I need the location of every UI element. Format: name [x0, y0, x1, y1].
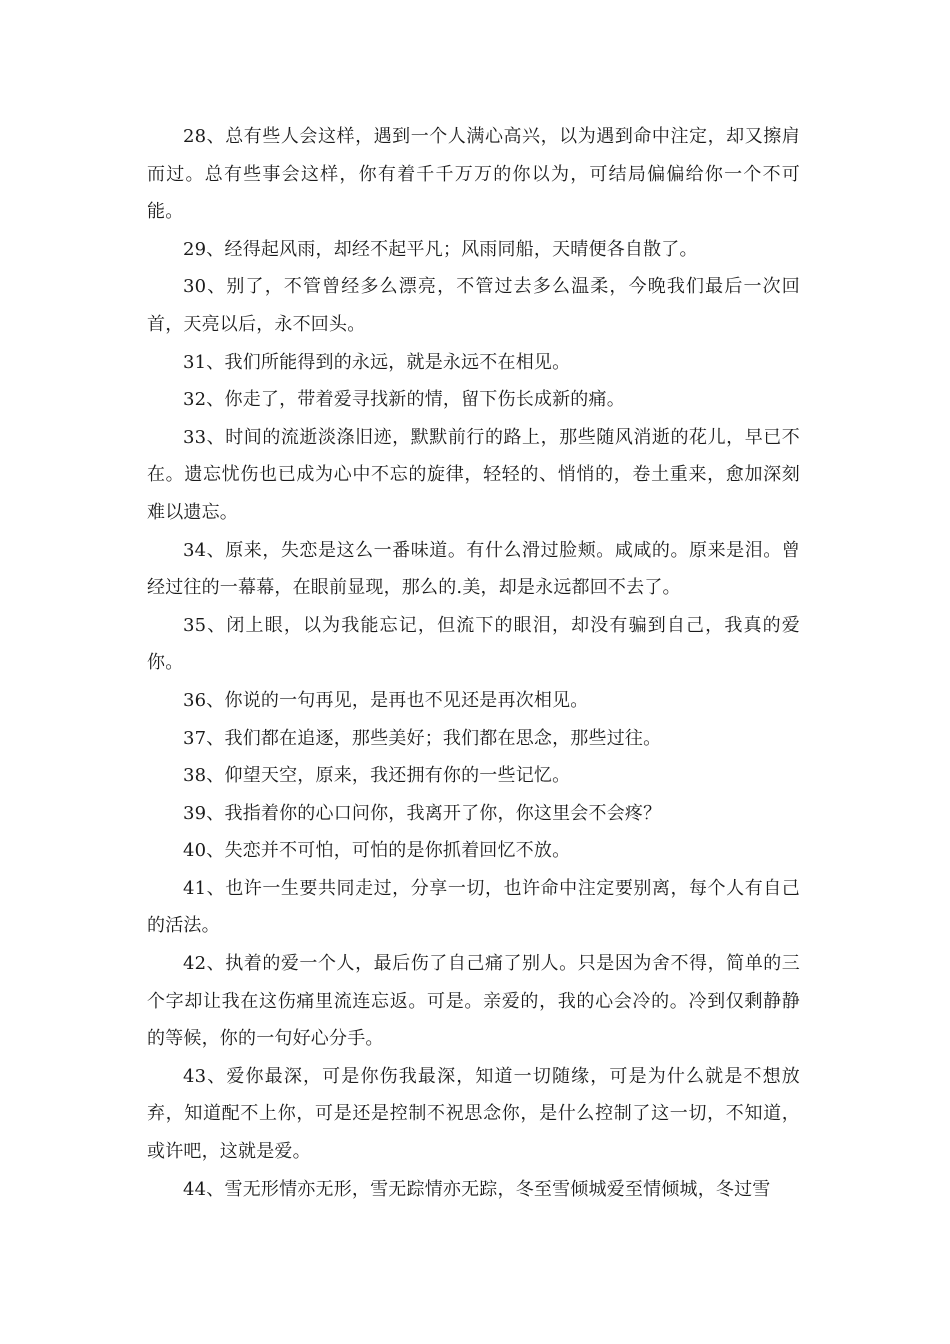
paragraph-34: 34、原来，失恋是这么一番味道。有什么滑过脸颊。咸咸的。原来是泪。曾经过往的一幕幕，在眼前显现，那么的.美，却是永远都回不去了。	[147, 539, 800, 599]
document-body	[147, 118, 800, 1208]
paragraph-31: 31、我们所能得到的永远，就是永远不在相见。	[183, 351, 571, 373]
paragraph-30: 30、别了，不管曾经多么漂亮，不管过去多么温柔，今晚我们最后一次回首，天亮以后，永不回头。	[147, 276, 800, 335]
paragraph-40: 40、失恋并不可怕，可怕的是你抓着回忆不放。	[183, 840, 571, 862]
paragraph-36: 36、你说的一句再见，是再也不见还是再次相见。	[183, 689, 589, 711]
paragraph-35: 35、闭上眼，以为我能忘记，但流下的眼泪，却没有骗到自己，我真的爱你。	[147, 614, 800, 674]
paragraph-37: 37、我们都在追逐，那些美好；我们都在思念，那些过往。	[183, 727, 662, 749]
paragraph-42: 42、执着的爱一个人，最后伤了自己痛了别人。只是因为舍不得，简单的三个字却让我在这伤痛里流连忘返。可是。亲爱的，我的心会冷的。冷到仅剩静静的等候，你的一句好心分手。	[147, 953, 800, 1050]
paragraph-32: 32、你走了，带着爱寻找新的情，留下伤长成新的痛。	[183, 389, 625, 411]
paragraph-44: 44、雪无形情亦无形，雪无踪情亦无踪，冬至雪倾城爱至情倾城，冬过雪	[183, 1178, 771, 1200]
paragraph-41: 41、也许一生要共同走过，分享一切，也许命中注定要别离，每个人有自己的活法。	[147, 877, 800, 937]
paragraph-38: 38、仰望天空，原来，我还拥有你的一些记忆。	[183, 765, 571, 787]
paragraph-28: 28、总有些人会这样，遇到一个人满心高兴，以为遇到命中注定，却又擦肩而过。总有些事会这样，你有着千千万万的你以为，可结局偏偏给你一个不可能。	[147, 126, 800, 223]
paragraph-33: 33、时间的流逝淡涤旧迹，默默前行的路上，那些随风消逝的花儿，早已不在。遗忘忧伤也已成为心中不忘的旋律，轻轻的、悄悄的，卷土重来，愈加深刻难以遗忘。	[147, 426, 800, 523]
paragraph-43: 43、爱你最深，可是你伤我最深，知道一切随缘，可是为什么就是不想放弃，知道配不上你，可是还是控制不祝思念你，是什么控制了这一切，不知道，或许吧，这就是爱。	[147, 1065, 800, 1163]
paragraph-29: 29、经得起风雨，却经不起平凡；风雨同船，天晴便各自散了。	[183, 238, 698, 260]
paragraph-39: 39、我指着你的心口问你，我离开了你，你这里会不会疼？	[183, 802, 662, 824]
